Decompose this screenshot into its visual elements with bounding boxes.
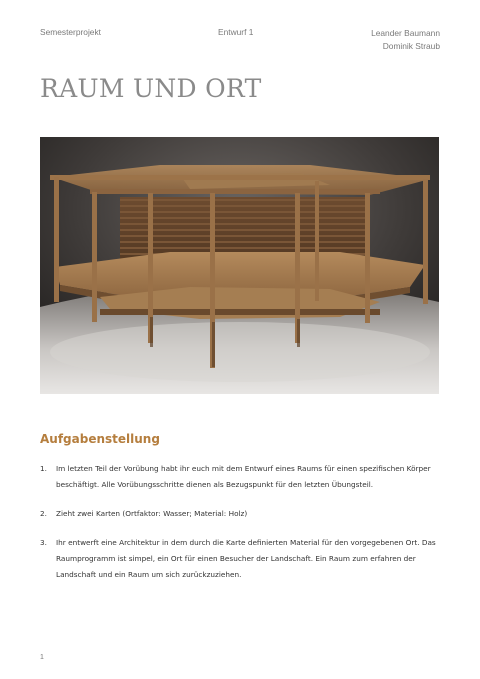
author-1: Leander Baumann [371, 28, 440, 38]
draft-label: Entwurf 1 [218, 27, 254, 37]
section-heading: Aufgabenstellung [40, 432, 160, 446]
model-photo [40, 137, 439, 394]
list-item-text: Ihr entwerft eine Architektur in dem durch die Karte definierten Material für den vorgegebenen Ort. Das Raumprogramm ist simpel, ein Ort für einen Besucher der Landschaft. Ein Raum zum erfahren der Landschaft und ein Raum um sich zurückzuziehen. [56, 538, 436, 579]
list-item-number: 2. [40, 509, 47, 518]
list-item [40, 535, 440, 583]
list-item-text: Zieht zwei Karten (Ortfaktor: Wasser; Material: Holz) [56, 509, 248, 518]
list-item-number: 3. [40, 538, 47, 547]
authors [371, 27, 440, 53]
list-item-text: Im letzten Teil der Vorübung habt ihr euch mit dem Entwurf eines Raums für einen spezifischen Körper beschäftigt. Alle Vorübungsschritte dienen als Bezugspunkt für den letzten Übungsteil. [56, 464, 431, 489]
list-item [40, 506, 440, 522]
list-item [40, 461, 440, 493]
wood-model-image [40, 137, 439, 394]
author-2: Dominik Straub [382, 41, 440, 51]
task-list [40, 461, 440, 596]
list-item-number: 1. [40, 464, 47, 473]
page-title: RAUM UND ORT [40, 74, 262, 103]
page-header [40, 27, 440, 57]
page-number: 1 [40, 654, 44, 661]
course-name: Semesterprojekt [40, 27, 101, 37]
